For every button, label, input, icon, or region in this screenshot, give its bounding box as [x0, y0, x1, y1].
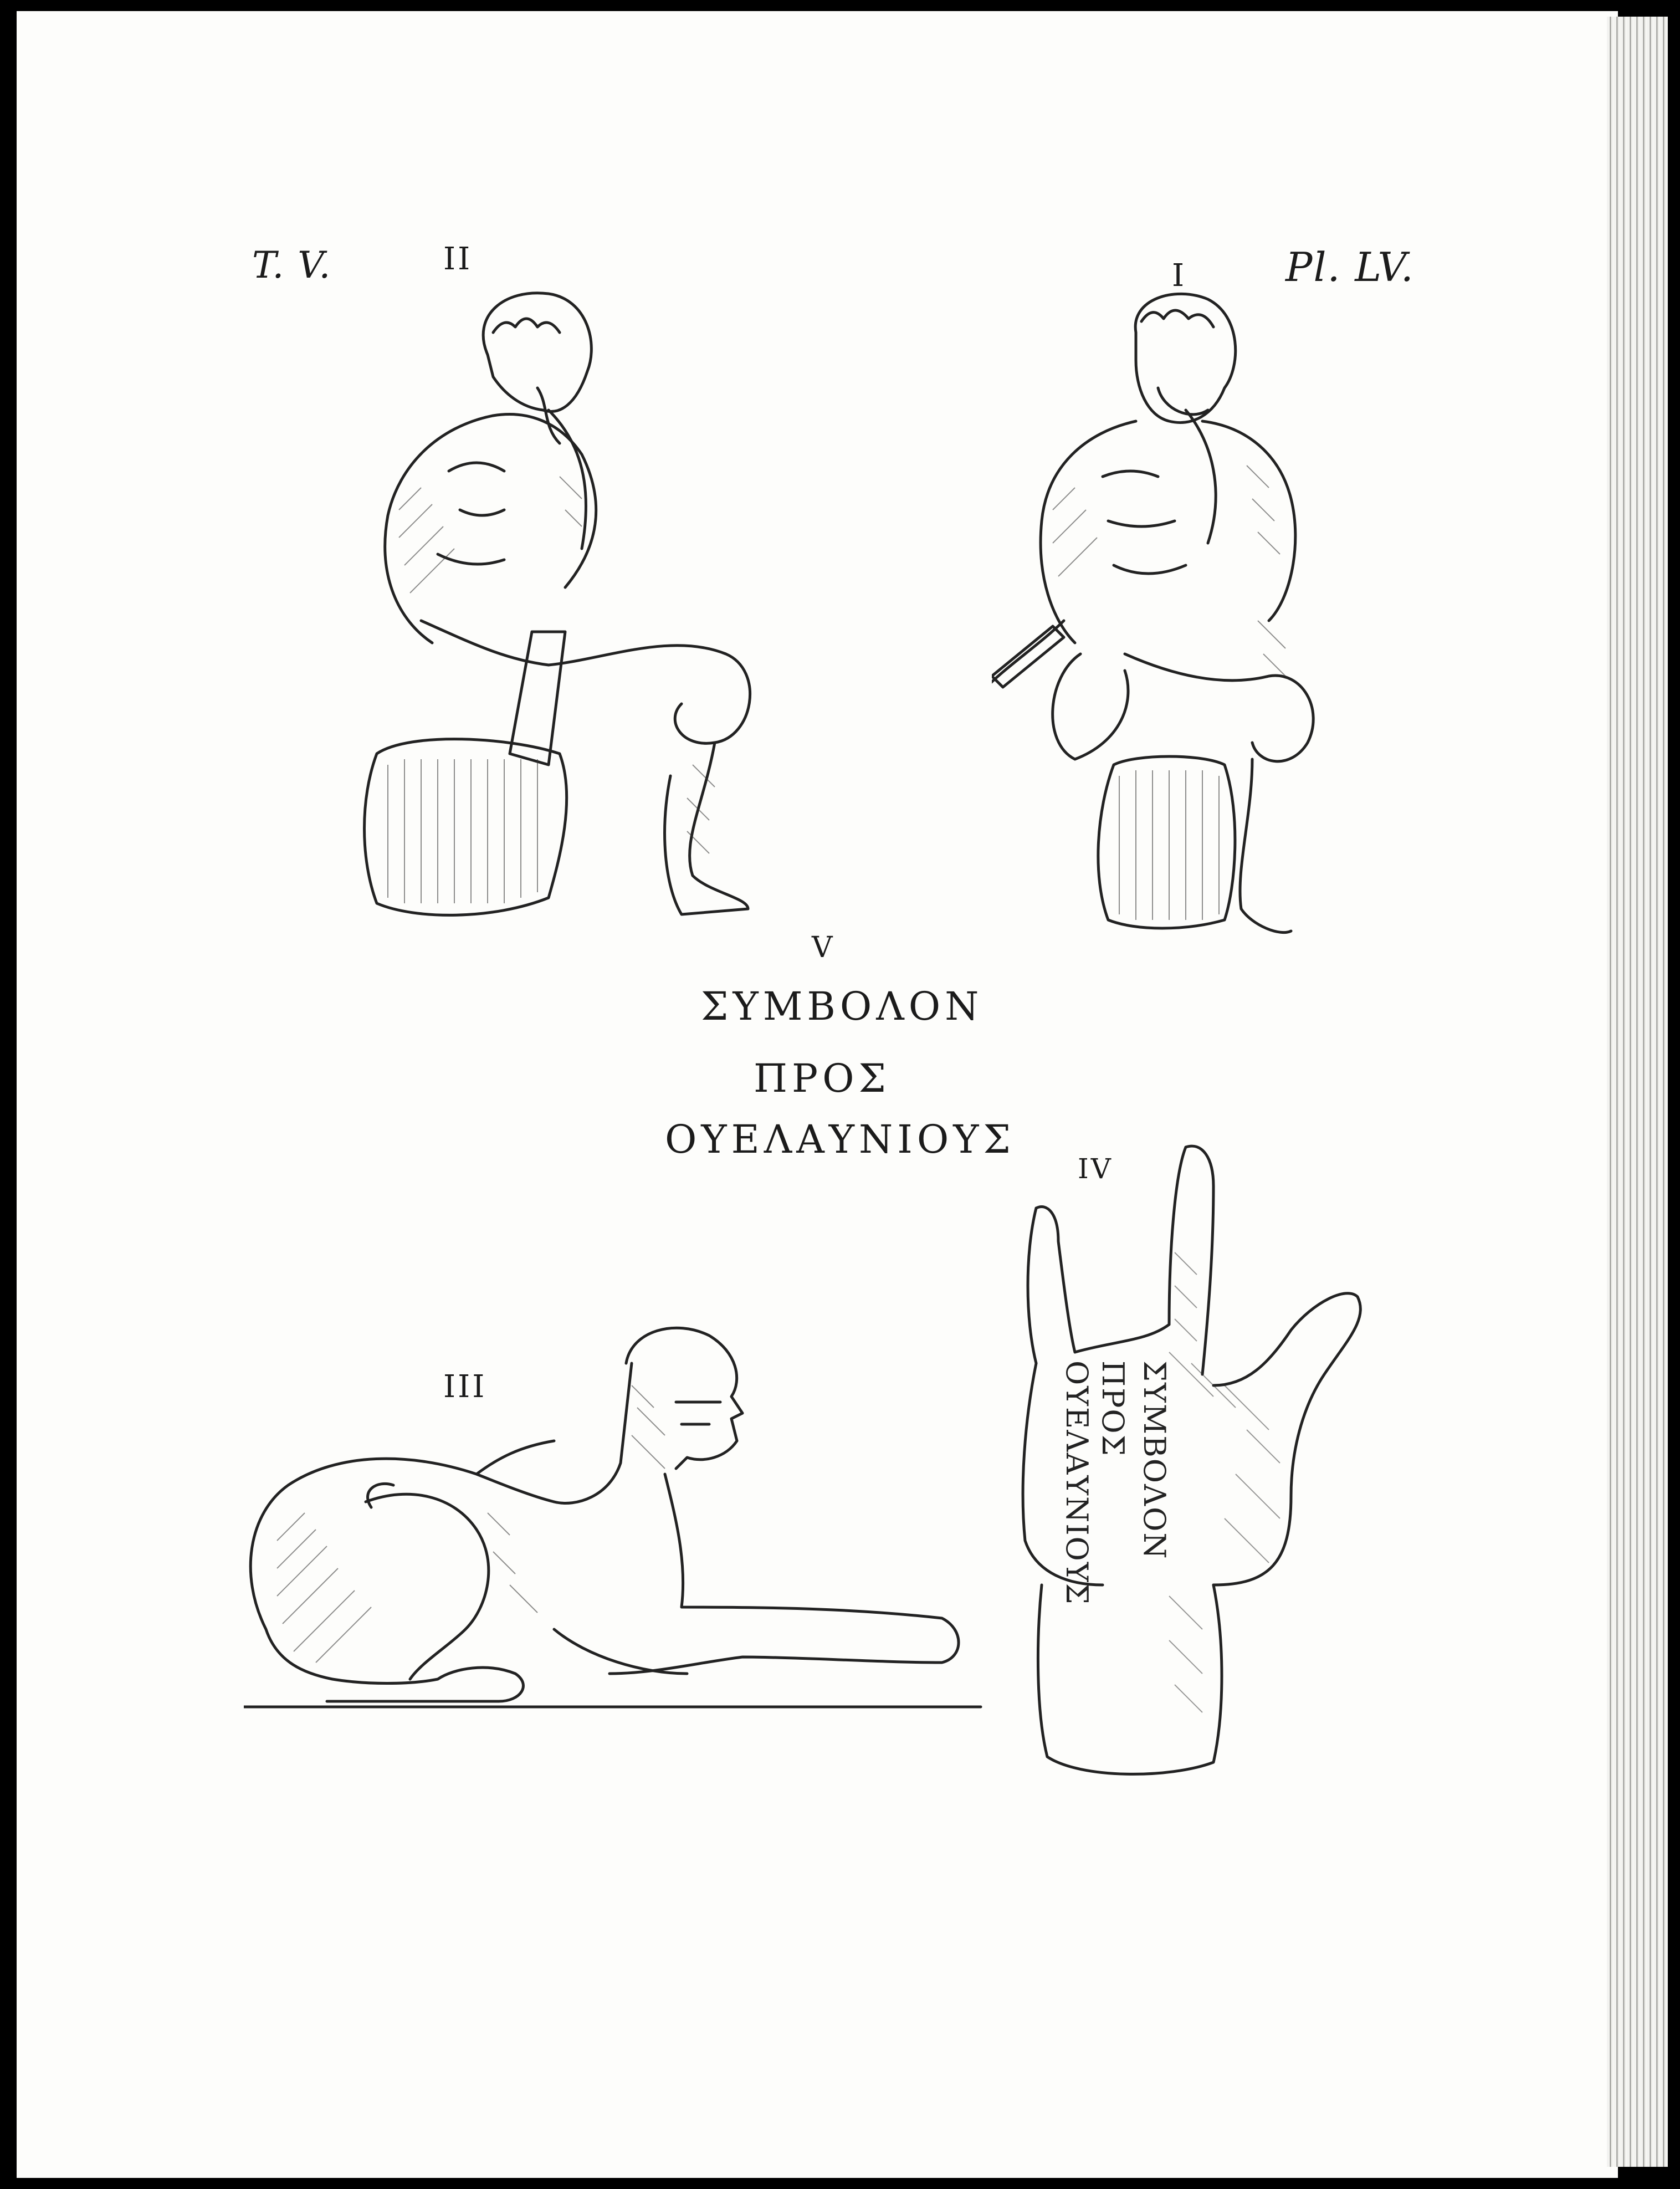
inscription-line-1: ΣΥΜΒΟΛΟΝ	[701, 984, 984, 1029]
inscription-line-2: ΠΡΟΣ	[754, 1056, 891, 1101]
page-edges	[1607, 17, 1668, 2167]
hand-inscription-1: ΣΥΜΒΟΛΟΝ	[1137, 1361, 1172, 1560]
figure-number-2: II	[443, 241, 473, 277]
seated-hero-statue-icon	[992, 288, 1341, 953]
hand-inscription-2: ΠΡΟΣ	[1095, 1361, 1130, 1457]
votive-hand-icon	[1003, 1142, 1369, 1796]
figure-number-4: IV	[1078, 1153, 1113, 1185]
figure-number-1: I	[1172, 258, 1187, 294]
inscription-line-3: ΟΥΕΛΑΥΝΙΟΥΣ	[665, 1117, 1016, 1162]
sphinx-icon	[244, 1319, 997, 1718]
figure-number-3: III	[443, 1369, 487, 1405]
hand-inscription-3: ΟΥΕΛΑΥΝΙΟΥΣ	[1059, 1361, 1094, 1605]
figure-4-votive-hand	[1003, 1142, 1369, 1796]
figure-1-seated-statue	[992, 288, 1341, 953]
figure-2-seated-statue	[327, 277, 754, 931]
figure-number-5: V	[812, 931, 835, 964]
seated-hero-statue-icon	[327, 277, 754, 931]
figure-3-sphinx	[244, 1319, 997, 1718]
volume-label: T. V.	[252, 244, 332, 287]
plate-label: Pl. LV.	[1285, 244, 1415, 290]
